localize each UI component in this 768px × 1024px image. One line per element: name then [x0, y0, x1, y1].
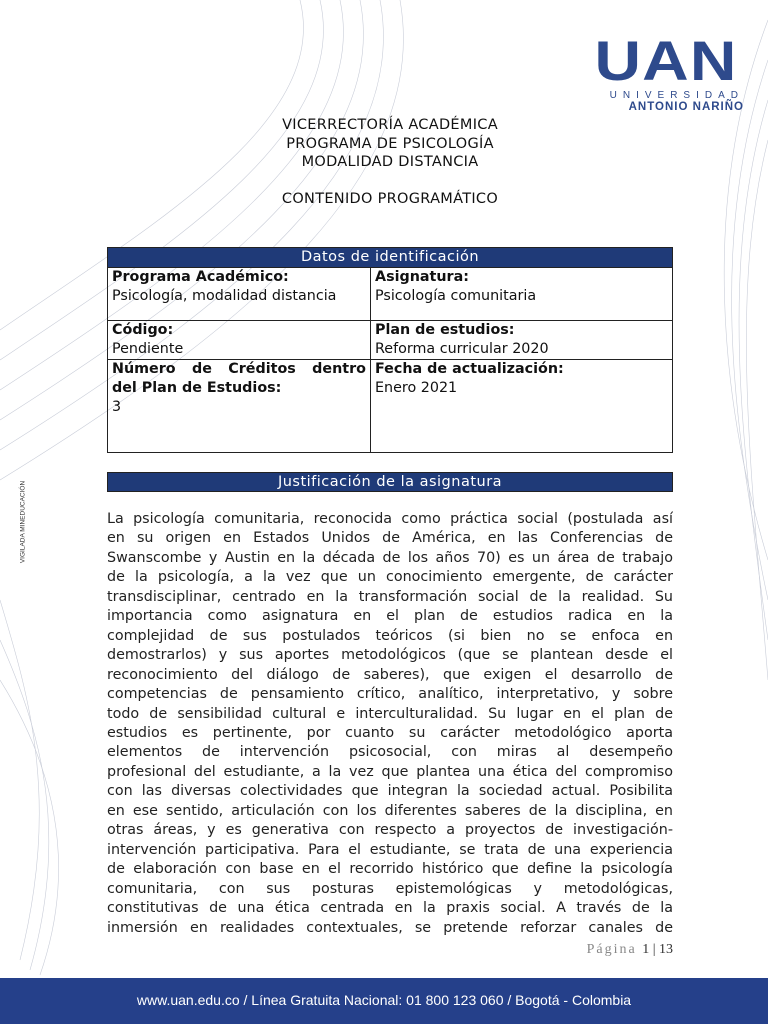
document-header: [107, 116, 673, 208]
codigo-label: Código:: [112, 322, 174, 338]
page-label: Página: [586, 942, 637, 957]
page-count: 1 | 13: [642, 942, 673, 957]
plan-value: Reforma curricular 2020: [375, 341, 549, 357]
programa-label: Programa Académico:: [112, 269, 289, 285]
footer-contact-text: www.uan.edu.co / Línea Gratuita Nacional: 01 800 123 060 / Bogotá - Colombia: [136, 992, 632, 1008]
justification-title: Justificación de la asignatura: [107, 472, 673, 492]
header-line-modalidad: MODALIDAD DISTANCIA: [301, 154, 479, 170]
uan-logo: [588, 29, 744, 113]
justification-line: de la psicología, a la vez que un conocimiento emergente, de carácter: [107, 569, 673, 586]
plan-label: Plan de estudios:: [375, 322, 515, 338]
justification-body: [107, 510, 673, 938]
justification-line: competencias de pensamiento crítico, analítico, interpretativo, y sobre: [107, 686, 673, 703]
page-number: [540, 942, 673, 958]
header-line-programa: PROGRAMA DE PSICOLOGÍA: [286, 135, 494, 152]
justification-line: en ese sentido, articulación con los diferentes saberes de la disciplina, en: [107, 802, 673, 819]
justification-line: importancia como asignatura en el plan de estudios radica en la: [107, 608, 673, 625]
justification-line: inmersión en realidades contextuales, se pretende reforzar canales de: [107, 919, 673, 936]
justification-line: reconocimiento del diálogo de saberes), que exigen el desarrollo de: [107, 666, 673, 683]
cell-fecha: [371, 360, 673, 453]
logo-line-antonio-narino: ANTONIO NARIÑO: [628, 101, 744, 113]
justification-line: de elaboración con base en el recorrido histórico que define la psicología: [107, 861, 673, 878]
programa-value: Psicología, modalidad distancia: [112, 288, 337, 304]
justification-line: complejidad de sus postulados teóricos (si bien no se enfoca en: [107, 627, 673, 644]
creditos-value: 3: [112, 399, 122, 415]
vigilada-text: VIGILADA MINEDUCACIÓN: [19, 480, 27, 564]
fecha-label: Fecha de actualización:: [375, 361, 564, 377]
justification-line: otras áreas, y es generativa con respecto a proyectos de investigación-: [107, 822, 673, 839]
cell-programa: [108, 268, 371, 321]
justification-line: profesional del estudiante, a la vez que plantea una ética del compromiso: [107, 763, 673, 780]
identification-table: [107, 247, 673, 453]
identification-title: Datos de identificación: [108, 248, 673, 268]
justification-line: constitutivas de una ética centrada en la praxis social. A través de la: [107, 900, 673, 917]
logo-line-universidad: UNIVERSIDAD: [609, 90, 744, 101]
justification-line: comunitaria, con sus posturas epistemológicas y metodológicas,: [107, 880, 673, 897]
codigo-value: Pendiente: [112, 341, 184, 357]
vigilada-seal: [14, 476, 32, 568]
justification-line: demostrarlos) y sus aportes metodológicos (que se plantean desde el: [107, 647, 673, 664]
justification-line: Swanscombe y Austin en la década de los años 70) es un área de trabajo: [107, 549, 673, 566]
justification-line: todo de sensibilidad cultural e interculturalidad. Su lugar en el plan de: [107, 705, 673, 722]
logo-mark: UAN: [594, 29, 738, 92]
fecha-value: Enero 2021: [375, 380, 458, 396]
justification-line: en su origen en Estados Unidos de América, en las Conferencias de: [107, 530, 673, 547]
creditos-label-2: del Plan de Estudios:: [112, 380, 282, 396]
justification-line: intervención participativa. Para el estudiante, se trata de una experiencia: [107, 841, 673, 858]
asignatura-value: Psicología comunitaria: [375, 288, 537, 304]
cell-plan: [371, 321, 673, 360]
cell-asignatura: [371, 268, 673, 321]
justification-line: elementos de intervención psicosocial, con miras al desempeño: [107, 744, 673, 761]
justification-line: La psicología comunitaria, reconocida como práctica social (postulada así: [107, 511, 673, 527]
justification-line: con las diversas colectividades que integran la sociedad actual. Posibilita: [107, 783, 673, 800]
creditos-label-1: Número de Créditos dentro: [112, 361, 366, 377]
cell-creditos: [108, 360, 371, 453]
justification-line: estudios es pertinente, por cuanto su carácter metodológico aporta: [107, 724, 673, 741]
header-line-vicerrectoria: VICERRECTORÍA ACADÉMICA: [282, 117, 498, 133]
justification-line: transdisciplinar, centrado en la transformación social de la realidad. Su: [107, 588, 673, 605]
cell-codigo: [108, 321, 371, 360]
document-title: CONTENIDO PROGRAMÁTICO: [281, 190, 499, 207]
footer-bar: [0, 978, 768, 1024]
asignatura-label: Asignatura:: [375, 269, 469, 285]
